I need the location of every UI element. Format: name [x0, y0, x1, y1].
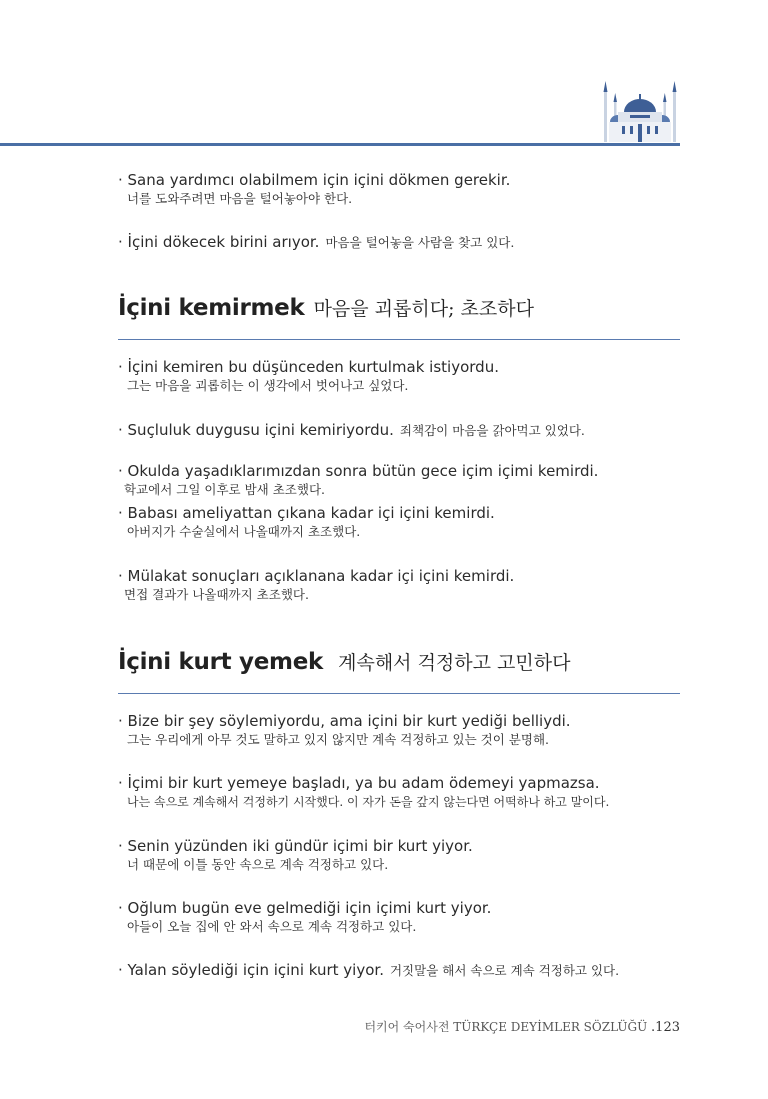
- entry-rule: [118, 339, 680, 340]
- example-turkish: · Sana yardımcı olabilmem için içini dökmen gerekir.: [118, 171, 511, 189]
- entry-rule: [118, 693, 680, 694]
- entry-meaning: 계속해서 걱정하고 고민하다: [338, 652, 571, 674]
- example-turkish: · Senin yüzünden iki gündür içimi bir kurt yiyor.: [118, 837, 473, 855]
- example-item: [118, 232, 514, 253]
- example-korean: 그는 우리에게 아무 것도 말하고 있지 않지만 계속 걱정하고 있는 것이 분명해.: [127, 732, 550, 747]
- example-item: [118, 461, 598, 499]
- example-turkish: · İçini dökecek birini arıyor.: [118, 233, 320, 251]
- example-turkish: · Okulda yaşadıklarımızdan sonra bütün gece içim içimi kemirdi.: [118, 462, 599, 480]
- example-korean: 학교에서 그일 이후로 밤새 초조했다.: [124, 482, 325, 497]
- example-item: [118, 503, 495, 541]
- example-turkish: · Suçluluk duygusu içini kemiriyordu.: [118, 421, 394, 439]
- entry-headword: İçini kurt yemek: [118, 649, 324, 675]
- example-item: [118, 836, 473, 874]
- mosque-icon: [600, 78, 680, 144]
- example-item: [118, 711, 571, 749]
- entry-meaning: 마음을 괴롭히다; 초조하다: [313, 298, 534, 320]
- example-turkish: · Yalan söylediği için içini kurt yiyor.: [118, 961, 384, 979]
- example-item: [118, 420, 585, 441]
- example-turkish: · Bize bir şey söylemiyordu, ama içini bir kurt yediği belliydi.: [118, 712, 571, 730]
- entry-heading: [118, 648, 570, 675]
- page-footer: [364, 1018, 680, 1035]
- example-item: [118, 898, 491, 936]
- example-item: [118, 566, 514, 604]
- example-korean: 그는 마음을 괴롭히는 이 생각에서 벗어나고 싶었다.: [127, 378, 409, 393]
- example-item: [118, 357, 499, 395]
- example-korean: 너 때문에 이틀 동안 속으로 계속 걱정하고 있다.: [127, 857, 389, 872]
- entry-heading: [118, 294, 534, 321]
- header-rule: [0, 143, 680, 146]
- example-korean: 아들이 오늘 집에 안 와서 속으로 계속 걱정하고 있다.: [127, 919, 417, 934]
- example-korean: 마음을 털어놓을 사람을 찾고 있다.: [325, 235, 515, 250]
- page-number: .123: [651, 1020, 680, 1035]
- example-turkish: · Oğlum bugün eve gelmediği için içimi kurt yiyor.: [118, 899, 492, 917]
- example-korean: 면접 결과가 나올때까지 초조했다.: [124, 587, 309, 602]
- example-turkish: · Babası ameliyattan çıkana kadar içi içini kemirdi.: [118, 504, 495, 522]
- entry-headword: İçini kemirmek: [118, 295, 305, 321]
- example-korean: 아버지가 수술실에서 나올때까지 초조했다.: [127, 524, 361, 539]
- example-item: [118, 773, 609, 811]
- book-title: 터키어 숙어사전 TÜRKÇE DEYİMLER SÖZLÜĞÜ: [364, 1020, 648, 1034]
- example-korean: 나는 속으로 계속해서 걱정하기 시작했다. 이 자가 돈을 갚지 않는다면 어떡하나 하고 말이다.: [127, 795, 610, 809]
- example-korean: 죄책감이 마음을 갉아먹고 있었다.: [399, 423, 585, 438]
- example-turkish: · İçini kemiren bu düşünceden kurtulmak istiyordu.: [118, 358, 499, 376]
- example-item: [118, 960, 619, 981]
- example-korean: 너를 도와주려면 마음을 털어놓아야 한다.: [127, 191, 353, 206]
- example-korean: 거짓말을 해서 속으로 계속 걱정하고 있다.: [389, 963, 620, 978]
- example-turkish: · Mülakat sonuçları açıklanana kadar içi içini kemirdi.: [118, 567, 515, 585]
- example-item: [118, 170, 510, 208]
- example-turkish: · İçimi bir kurt yemeye başladı, ya bu adam ödemeyi yapmazsa.: [118, 774, 600, 792]
